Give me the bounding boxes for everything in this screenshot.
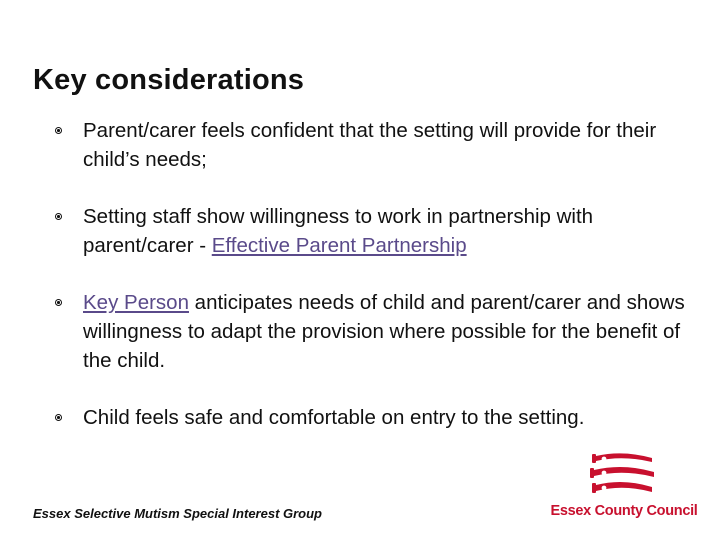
bullet-icon xyxy=(55,299,62,306)
essex-county-council-logo xyxy=(548,450,700,525)
council-name: Essex County Council xyxy=(550,503,698,519)
bullet-item xyxy=(55,403,695,432)
bullet-text-part: Setting staff show willingness to work in partnership with parent/carer - xyxy=(83,205,594,257)
bullet-item xyxy=(55,202,695,260)
slide-title: Key considerations xyxy=(33,64,305,96)
bullet-item xyxy=(55,288,695,375)
effective-parent-partnership-link[interactable]: Effective Parent Partnership xyxy=(211,234,467,257)
bullet-text: Child feels safe and comfortable on entry to the setting. xyxy=(83,406,585,429)
bullet-text xyxy=(83,202,695,260)
footer-group-name: Essex Selective Mutism Special Interest Group xyxy=(33,506,323,521)
bullet-icon xyxy=(55,213,62,220)
bullet-text xyxy=(83,288,695,375)
key-person-link[interactable]: Key Person xyxy=(83,291,189,314)
bullet-icon xyxy=(55,127,62,134)
bullet-text-part: anticipates needs of child and parent/carer and shows willingness to adapt the provision where possible for the benefit of the child. xyxy=(83,291,685,372)
seaxes-emblem-icon xyxy=(548,450,700,502)
bullet-item xyxy=(55,116,695,174)
bullet-text: Parent/carer feels confident that the setting will provide for their child’s needs; xyxy=(83,119,657,171)
bullet-icon xyxy=(55,414,62,421)
